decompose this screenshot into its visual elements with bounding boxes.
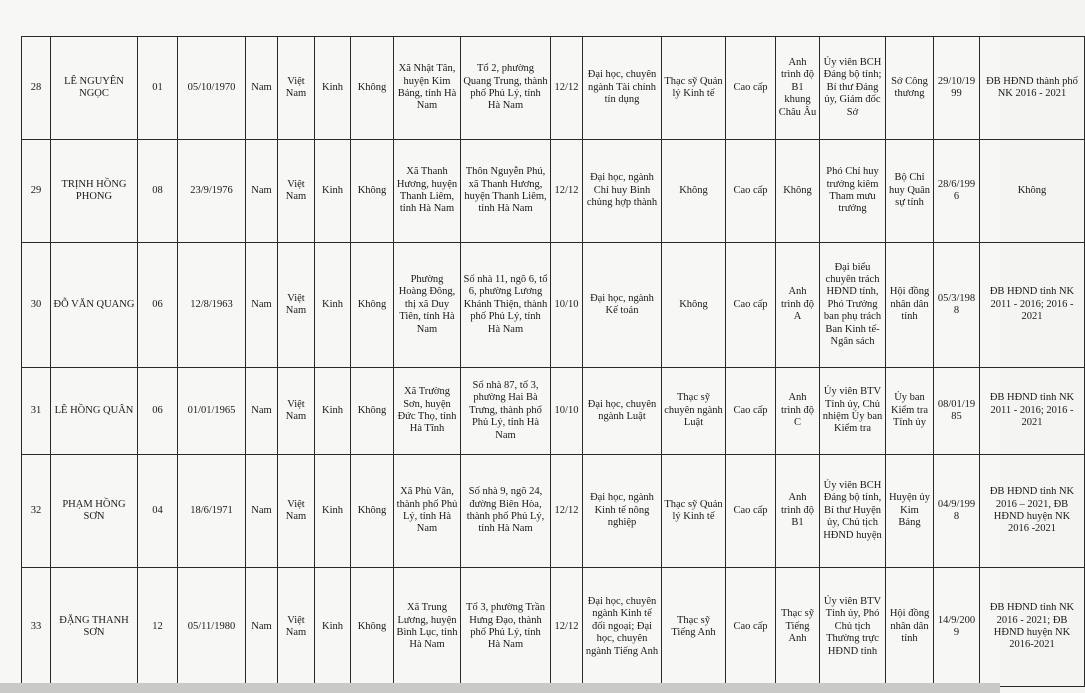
cell-politics: Cao cấp [726, 368, 776, 455]
cell-politics: Cao cấp [726, 568, 776, 687]
cell-religion: Không [351, 455, 394, 568]
table-row [22, 455, 1085, 568]
cell-workplace: Huyện ủy Kim Bảng [886, 455, 934, 568]
cell-gender: Nam [246, 368, 278, 455]
table-row [22, 568, 1085, 687]
cell-specialty: Đại học, ngành Kinh tế nông nghiệp [583, 455, 662, 568]
cell-politics: Cao cấp [726, 37, 776, 140]
table-row [22, 140, 1085, 243]
cell-delegate: Không [980, 140, 1085, 243]
cell-politics: Cao cấp [726, 140, 776, 243]
cell-nationality: Việt Nam [278, 37, 315, 140]
cell-ethnicity: Kinh [315, 368, 351, 455]
cell-ethnicity: Kinh [315, 37, 351, 140]
cell-party-date: 05/3/1988 [934, 243, 980, 368]
cell-residence: Tổ 3, phường Trần Hưng Đạo, thành phố Phủ Lý, tỉnh Hà Nam [461, 568, 551, 687]
cell-education: 10/10 [551, 368, 583, 455]
cell-dob: 05/10/1970 [178, 37, 246, 140]
cell-education: 12/12 [551, 37, 583, 140]
cell-unit: 01 [138, 37, 178, 140]
cell-politics: Cao cấp [726, 455, 776, 568]
cell-ethnicity: Kinh [315, 455, 351, 568]
cell-hometown: Xã Trường Sơn, huyện Đức Thọ, tỉnh Hà Tĩnh [394, 368, 461, 455]
cell-specialty: Đại học, chuyên ngành Luật [583, 368, 662, 455]
cell-language: Không [776, 140, 820, 243]
cell-residence: Tổ 2, phường Quang Trung, thành phố Phủ Lý, tỉnh Hà Nam [461, 37, 551, 140]
cell-residence: Thôn Nguyễn Phú, xã Thanh Hương, huyện Thanh Liêm, tỉnh Hà Nam [461, 140, 551, 243]
cell-workplace: Bộ Chỉ huy Quân sự tỉnh [886, 140, 934, 243]
cell-name: ĐỖ VĂN QUANG [51, 243, 138, 368]
cell-name: TRỊNH HỒNG PHONG [51, 140, 138, 243]
cell-religion: Không [351, 37, 394, 140]
cell-language: Anh trình độ A [776, 243, 820, 368]
table-row [22, 368, 1085, 455]
cell-religion: Không [351, 243, 394, 368]
cell-stt: 28 [22, 37, 51, 140]
cell-education: 12/12 [551, 568, 583, 687]
cell-position: Đại biểu chuyên trách HĐND tỉnh, Phó Trưởng ban phụ trách Ban Kinh tế-Ngân sách [820, 243, 886, 368]
cell-education: 12/12 [551, 140, 583, 243]
cell-unit: 08 [138, 140, 178, 243]
cell-position: Ủy viên BTV Tỉnh ủy, Chủ nhiệm Ủy ban Kiểm tra [820, 368, 886, 455]
cell-education: 12/12 [551, 455, 583, 568]
cell-degree: Thạc sỹ Tiếng Anh [662, 568, 726, 687]
cell-stt: 31 [22, 368, 51, 455]
cell-specialty: Đại học, ngành Chỉ huy Binh chủng hợp thành [583, 140, 662, 243]
cell-unit: 06 [138, 368, 178, 455]
cell-stt: 30 [22, 243, 51, 368]
cell-residence: Số nhà 11, ngõ 6, tổ 6, phường Lương Khánh Thiện, thành phố Phủ Lý, tỉnh Hà Nam [461, 243, 551, 368]
cell-nationality: Việt Nam [278, 243, 315, 368]
cell-gender: Nam [246, 140, 278, 243]
cell-position: Ủy viên BTV Tỉnh ủy, Phó Chủ tịch Thường trực HĐND tỉnh [820, 568, 886, 687]
cell-degree: Thạc sỹ chuyên ngành Luật [662, 368, 726, 455]
cell-religion: Không [351, 140, 394, 243]
cell-position: Ủy viên BCH Đảng bộ tỉnh, Bí thư Huyện ủy, Chủ tịch HĐND huyện [820, 455, 886, 568]
cell-name: LÊ HỒNG QUÂN [51, 368, 138, 455]
cell-hometown: Xã Thanh Hương, huyện Thanh Liêm, tỉnh Hà Nam [394, 140, 461, 243]
cell-specialty: Đại học, ngành Kế toán [583, 243, 662, 368]
cell-dob: 05/11/1980 [178, 568, 246, 687]
cell-workplace: Sở Công thương [886, 37, 934, 140]
table-row [22, 243, 1085, 368]
cell-party-date: 14/9/2009 [934, 568, 980, 687]
cell-degree: Thạc sỹ Quản lý Kinh tế [662, 455, 726, 568]
cell-nationality: Việt Nam [278, 368, 315, 455]
cell-degree: Không [662, 243, 726, 368]
cell-religion: Không [351, 568, 394, 687]
cell-language: Anh trình độ B1 [776, 455, 820, 568]
cell-language: Anh trình độ C [776, 368, 820, 455]
scan-edge [0, 683, 1000, 693]
cell-language: Anh trình độ B1 khung Châu Âu [776, 37, 820, 140]
cell-party-date: 04/9/1998 [934, 455, 980, 568]
cell-delegate: ĐB HĐND thành phố NK 2016 - 2021 [980, 37, 1085, 140]
cell-dob: 01/01/1965 [178, 368, 246, 455]
cell-ethnicity: Kinh [315, 140, 351, 243]
cell-ethnicity: Kinh [315, 568, 351, 687]
cell-party-date: 29/10/1999 [934, 37, 980, 140]
cell-gender: Nam [246, 243, 278, 368]
cell-gender: Nam [246, 568, 278, 687]
cell-unit: 12 [138, 568, 178, 687]
cell-dob: 23/9/1976 [178, 140, 246, 243]
cell-delegate: ĐB HĐND tỉnh NK 2016 - 2021; ĐB HĐND huyện NK 2016-2021 [980, 568, 1085, 687]
cell-name: PHẠM HỒNG SƠN [51, 455, 138, 568]
cell-stt: 29 [22, 140, 51, 243]
cell-position: Ủy viên BCH Đảng bộ tỉnh; Bí thư Đảng ủy, Giám đốc Sở [820, 37, 886, 140]
cell-ethnicity: Kinh [315, 243, 351, 368]
cell-party-date: 28/6/1996 [934, 140, 980, 243]
cell-specialty: Đại học, chuyên ngành Tài chính tín dụng [583, 37, 662, 140]
cell-delegate: ĐB HĐND tỉnh NK 2016 – 2021, ĐB HĐND huyện NK 2016 -2021 [980, 455, 1085, 568]
cell-language: Thạc sỹ Tiếng Anh [776, 568, 820, 687]
cell-hometown: Xã Nhật Tân, huyện Kim Bảng, tỉnh Hà Nam [394, 37, 461, 140]
cell-stt: 32 [22, 455, 51, 568]
cell-delegate: ĐB HĐND tỉnh NK 2011 - 2016; 2016 - 2021 [980, 243, 1085, 368]
cell-name: LÊ NGUYÊN NGỌC [51, 37, 138, 140]
cell-delegate: ĐB HĐND tỉnh NK 2011 - 2016; 2016 - 2021 [980, 368, 1085, 455]
cell-politics: Cao cấp [726, 243, 776, 368]
cell-gender: Nam [246, 455, 278, 568]
cell-hometown: Phường Hoàng Đông, thị xã Duy Tiên, tỉnh Hà Nam [394, 243, 461, 368]
cell-residence: Số nhà 9, ngõ 24, đường Biên Hòa, thành phố Phủ Lý, tỉnh Hà Nam [461, 455, 551, 568]
cell-hometown: Xã Trung Lương, huyện Bình Lục, tỉnh Hà Nam [394, 568, 461, 687]
cell-nationality: Việt Nam [278, 568, 315, 687]
cell-education: 10/10 [551, 243, 583, 368]
table-row [22, 37, 1085, 140]
cell-name: ĐẶNG THANH SƠN [51, 568, 138, 687]
cell-specialty: Đại học, chuyên ngành Kinh tế đối ngoại; Đại học, chuyên ngành Tiếng Anh [583, 568, 662, 687]
cell-degree: Không [662, 140, 726, 243]
cell-gender: Nam [246, 37, 278, 140]
cell-hometown: Xã Phù Vân, thành phố Phủ Lý, tỉnh Hà Nam [394, 455, 461, 568]
cell-unit: 06 [138, 243, 178, 368]
cell-religion: Không [351, 368, 394, 455]
cell-degree: Thạc sỹ Quản lý Kinh tế [662, 37, 726, 140]
cell-dob: 12/8/1963 [178, 243, 246, 368]
cell-nationality: Việt Nam [278, 455, 315, 568]
cell-position: Phó Chỉ huy trưởng kiêm Tham mưu trưởng [820, 140, 886, 243]
cell-unit: 04 [138, 455, 178, 568]
cell-dob: 18/6/1971 [178, 455, 246, 568]
cell-workplace: Hội đồng nhân dân tỉnh [886, 568, 934, 687]
cell-workplace: Hội đồng nhân dân tỉnh [886, 243, 934, 368]
cell-party-date: 08/01/1985 [934, 368, 980, 455]
cell-residence: Số nhà 87, tổ 3, phường Hai Bà Trưng, thành phố Phủ Lý, tỉnh Hà Nam [461, 368, 551, 455]
cell-nationality: Việt Nam [278, 140, 315, 243]
cell-stt: 33 [22, 568, 51, 687]
candidate-table [21, 36, 1085, 687]
cell-workplace: Ủy ban Kiểm tra Tỉnh ủy [886, 368, 934, 455]
